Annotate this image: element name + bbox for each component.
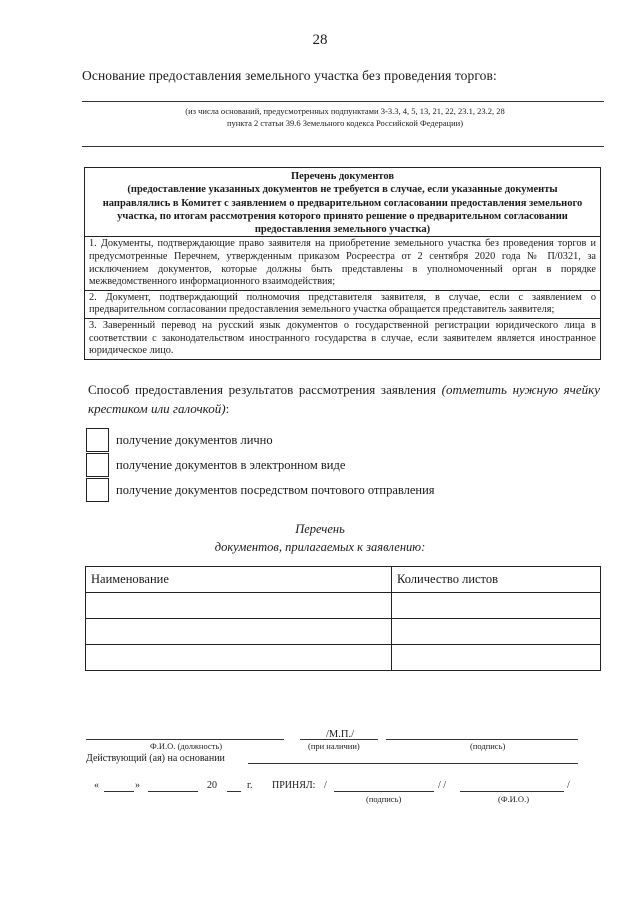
- slash-open: /: [324, 780, 327, 791]
- col-sheets-header: Количество листов: [392, 567, 601, 593]
- day-line: [104, 791, 134, 792]
- year-prefix: 20: [207, 780, 217, 791]
- table-row: [86, 593, 601, 619]
- year-line: [227, 791, 241, 792]
- table-row: [86, 645, 601, 671]
- signature-label: (подпись): [470, 741, 506, 751]
- attached-title-line1: Перечень: [295, 522, 345, 536]
- checkbox-in-person[interactable]: [86, 428, 109, 452]
- table-header-row: [86, 567, 601, 593]
- documents-box: [84, 167, 601, 360]
- delivery-option-label: получение документов посредством почтового отправления: [116, 483, 435, 497]
- documents-item-1: 1. Документы, подтверждающие право заявителя на приобретение земельного участка без проведения торгов и предусмотренные Перечнем, утвержденным приказом Росреестра от 2 сентября 2020 года № П/0321, за исключением документов, которые должны быть представлены в уполномоченный орган в порядке межведомственного информационного взаимодействия;: [85, 237, 600, 290]
- slash-close: /: [567, 780, 570, 791]
- attached-documents-table: [85, 566, 601, 671]
- attached-list-title: [0, 520, 640, 556]
- delivery-method-hint: (отметить нужную ячейку крестиком или галочкой): [88, 382, 600, 416]
- signature-line: [386, 739, 578, 740]
- acting-basis-label: Действующий (ая) на основании: [86, 753, 225, 764]
- acting-basis-line: [248, 763, 578, 764]
- delivery-option-label: получение документов лично: [116, 433, 273, 447]
- table-cell-name[interactable]: [86, 645, 392, 671]
- delivery-option-mail[interactable]: [86, 478, 566, 502]
- seal-line: [300, 739, 378, 740]
- documents-box-subtitle: (предоставление указанных документов не требуется в случае, если указанные документы направлялись в Комитет с заявлением о предварительном согласовании предоставления земельного участка, по итогам рассмотрения которого принято решение о предварительном согласовании предоставления земельного участка): [102, 184, 583, 236]
- attached-title-line2: документов, прилагаемых к заявлению:: [214, 540, 426, 554]
- basis-title: Основание предоставления земельного участка без проведения торгов:: [82, 68, 497, 83]
- basis-line-2: [82, 146, 604, 147]
- basis-note-line2: пункта 2 статьи 39.6 Земельного кодекса Российской Федерации): [226, 118, 464, 128]
- documents-box-header: [85, 168, 600, 237]
- year-suffix: г.: [247, 780, 253, 791]
- quote-close: »: [135, 780, 140, 791]
- table-cell-sheets[interactable]: [392, 645, 601, 671]
- if-present-label: (при наличии): [308, 741, 360, 751]
- col-name-header: Наименование: [86, 567, 392, 593]
- accepted-fio-label: (Ф.И.О.): [498, 794, 530, 804]
- checkbox-electronic[interactable]: [86, 453, 109, 477]
- accepted-fio-line: [460, 791, 564, 792]
- page-number: 28: [312, 32, 328, 48]
- delivery-option-in-person[interactable]: [86, 428, 566, 452]
- accepted-signature-line: [334, 791, 434, 792]
- table-cell-sheets[interactable]: [392, 593, 601, 619]
- checkbox-mail[interactable]: [86, 478, 109, 502]
- seal-mark: /М.П./: [326, 729, 355, 740]
- basis-note: [170, 105, 520, 129]
- delivery-method-colon: :: [225, 401, 230, 416]
- slash-mid: / /: [438, 780, 447, 791]
- accepted-signature-label: (подпись): [366, 794, 402, 804]
- table-row: [86, 619, 601, 645]
- accepted-label: ПРИНЯЛ:: [272, 780, 316, 791]
- delivery-method-text: [88, 380, 600, 418]
- table-cell-sheets[interactable]: [392, 619, 601, 645]
- fio-position-line: [86, 739, 284, 740]
- delivery-method-label: Способ предоставления результатов рассмотрения заявления: [88, 382, 442, 397]
- basis-note-line1: (из числа оснований, предусмотренных подпунктами 3-3.3, 4, 5, 13, 21, 22, 23.1, 23.2, 28: [185, 106, 505, 116]
- table-cell-name[interactable]: [86, 619, 392, 645]
- month-line: [148, 791, 198, 792]
- basis-line: [82, 101, 604, 102]
- delivery-option-electronic[interactable]: [86, 453, 566, 477]
- documents-box-title: Перечень документов: [291, 171, 394, 182]
- documents-item-3: 3. Заверенный перевод на русский язык документов о государственной регистрации юридического лица в соответствии с законодательством иностранного государства в случае, если заявителем является иностранное юридическое лицо.: [89, 320, 596, 357]
- documents-item-2: 2. Документ, подтверждающий полномочия представителя заявителя, в случае, если с заявлением о предварительном согласовании предоставления земельного участка обращается представитель заявителя;: [85, 291, 600, 319]
- quote-open: «: [94, 780, 99, 791]
- delivery-option-label: получение документов в электронном виде: [116, 458, 346, 472]
- table-cell-name[interactable]: [86, 593, 392, 619]
- fio-position-label: Ф.И.О. (должность): [150, 741, 223, 751]
